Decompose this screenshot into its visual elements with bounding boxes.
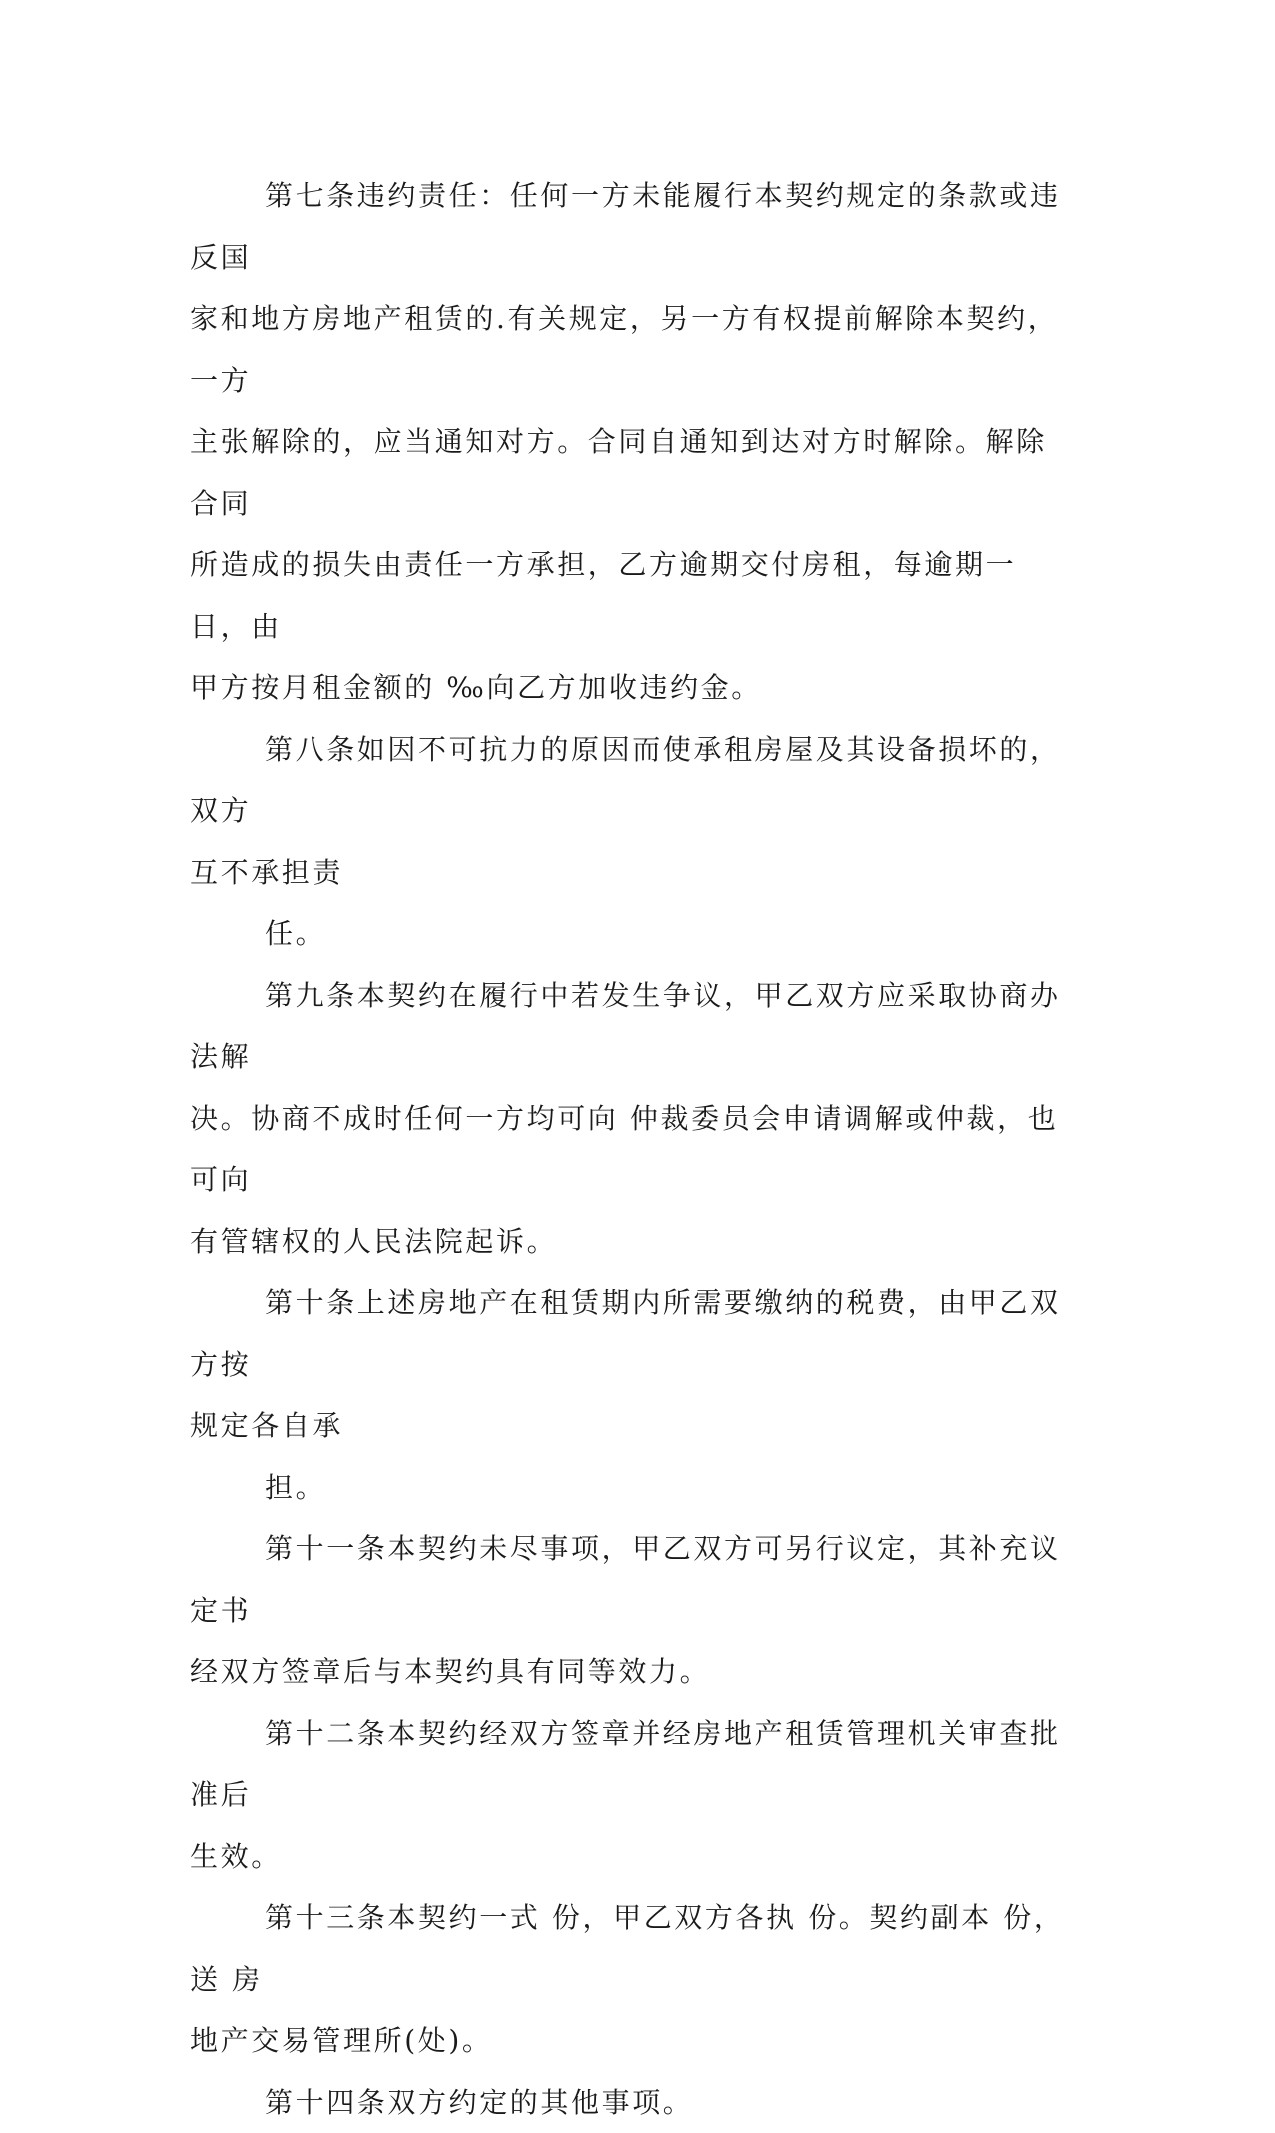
- text-line: 第十一条本契约未尽事项，甲乙双方可另行议定，其补充议定书: [190, 1532, 1061, 1627]
- paragraph-article-13: [190, 1887, 1075, 2072]
- text-line: 主张解除的，应当通知对方。合同自通知到达对方时解除。解除合同: [190, 425, 1047, 520]
- paragraph-article-8: [190, 719, 1075, 904]
- text-line: 担。: [265, 1471, 326, 1504]
- paragraph-article-9: [190, 965, 1075, 1273]
- document-body: [190, 165, 1075, 2133]
- text-line: 第十三条本契约一式 份，甲乙双方各执 份。契约副本 份，送 房: [190, 1901, 1065, 1996]
- text-line: 第八条如因不可抗力的原因而使承租房屋及其设备损坏的，双方: [190, 733, 1061, 828]
- text-line: 第七条违约责任：任何一方未能履行本契约规定的条款或违反国: [190, 179, 1061, 274]
- text-line: 第十二条本契约经双方签章并经房地产租赁管理机关审查批准后: [190, 1717, 1061, 1812]
- text-line: 第十条上述房地产在租赁期内所需要缴纳的税费，由甲乙双方按: [190, 1286, 1061, 1381]
- paragraph-article-14: [190, 2072, 1075, 2133]
- paragraph-article-10: [190, 1272, 1075, 1457]
- text-line: 决。协商不成时任何一方均可向 仲裁委员会申请调解或仲裁，也可向: [190, 1102, 1058, 1197]
- paragraph-article-11: [190, 1518, 1075, 1703]
- paragraph-article-12: [190, 1703, 1075, 1888]
- text-line: 所造成的损失由责任一方承担，乙方逾期交付房租，每逾期一日，由: [190, 548, 1016, 643]
- paragraph-article-10-continued: [190, 1457, 1075, 1519]
- text-line: 家和地方房地产租赁的.有关规定，另一方有权提前解除本契约，一方: [190, 302, 1058, 397]
- text-line: 生效。: [190, 1840, 282, 1873]
- text-line: 第九条本契约在履行中若发生争议，甲乙双方应采取协商办法解: [190, 979, 1061, 1074]
- text-line: 第十四条双方约定的其他事项。: [265, 2086, 693, 2119]
- text-line: 任。: [265, 917, 326, 950]
- text-line: 甲方按月租金额的 ‰向乙方加收违约金。: [190, 671, 762, 704]
- text-line: 规定各自承: [190, 1409, 343, 1442]
- text-line: 经双方签章后与本契约具有同等效力。: [190, 1655, 710, 1688]
- text-line: 有管辖权的人民法院起诉。: [190, 1225, 557, 1258]
- text-line: 互不承担责: [190, 856, 343, 889]
- paragraph-article-8-continued: [190, 903, 1075, 965]
- text-line: 地产交易管理所(处)。: [190, 2024, 492, 2057]
- paragraph-article-7: [190, 165, 1075, 719]
